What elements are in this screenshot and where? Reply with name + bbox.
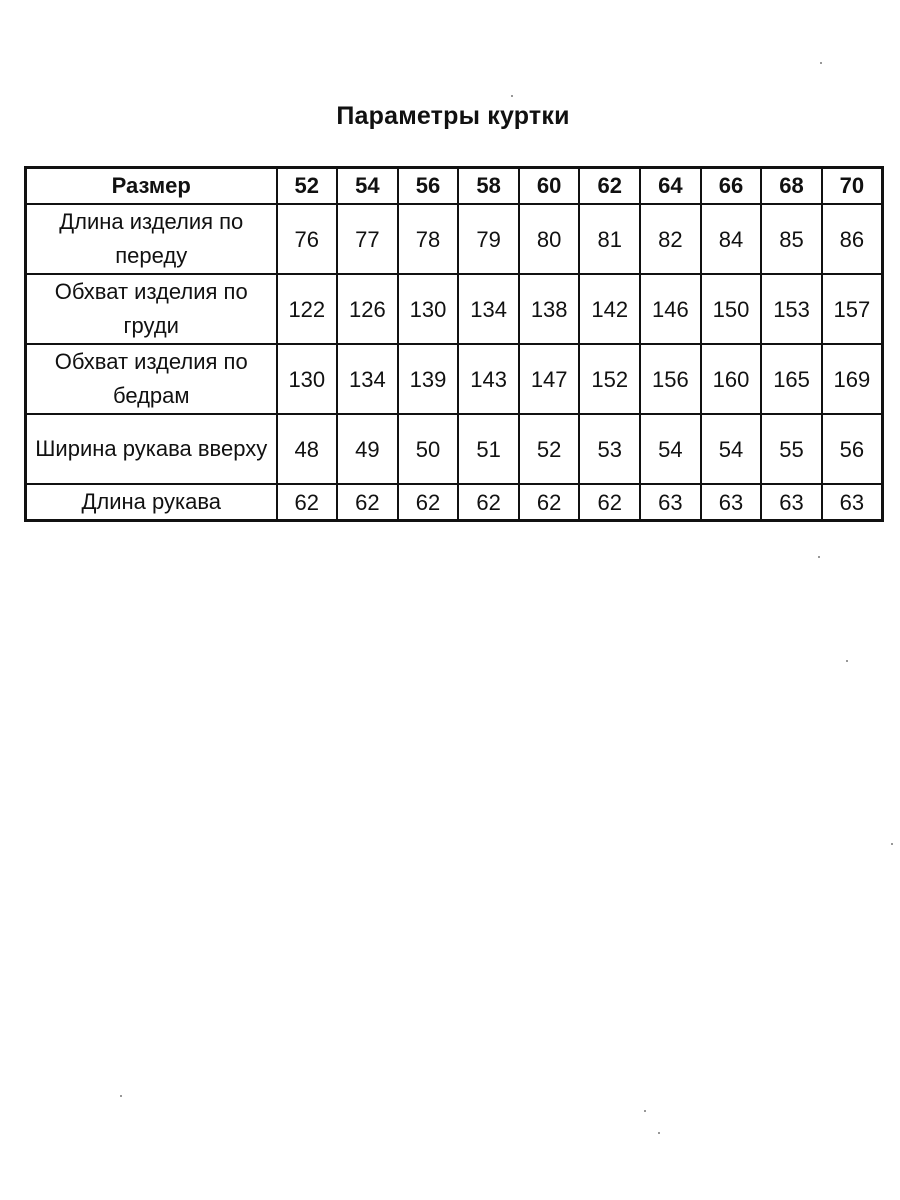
value-cell: 169 (822, 344, 883, 414)
value-cell: 157 (822, 274, 883, 344)
value-cell: 160 (701, 344, 762, 414)
value-cell: 147 (519, 344, 580, 414)
size-header-cell: 62 (579, 168, 640, 205)
value-cell: 134 (458, 274, 519, 344)
value-cell: 63 (701, 484, 762, 521)
value-cell: 130 (398, 274, 459, 344)
scan-speck (658, 1132, 660, 1134)
scan-speck (891, 843, 893, 845)
table-row-sleeve-length (26, 484, 883, 521)
table-row-sleeve-width (26, 414, 883, 484)
value-cell: 143 (458, 344, 519, 414)
value-cell: 82 (640, 204, 701, 274)
value-cell: 48 (277, 414, 338, 484)
value-cell: 63 (640, 484, 701, 521)
value-cell: 80 (519, 204, 580, 274)
size-header-cell: 66 (701, 168, 762, 205)
table-row-hip-girth (26, 344, 883, 414)
value-cell: 134 (337, 344, 398, 414)
table-row-chest-girth (26, 274, 883, 344)
value-cell: 130 (277, 344, 338, 414)
value-cell: 150 (701, 274, 762, 344)
value-cell: 76 (277, 204, 338, 274)
value-cell: 62 (337, 484, 398, 521)
value-cell: 63 (822, 484, 883, 521)
value-cell: 138 (519, 274, 580, 344)
scan-speck (820, 62, 822, 64)
value-cell: 153 (761, 274, 822, 344)
size-header-cell: 70 (822, 168, 883, 205)
value-cell: 85 (761, 204, 822, 274)
value-cell: 54 (640, 414, 701, 484)
size-header-cell: 60 (519, 168, 580, 205)
value-cell: 51 (458, 414, 519, 484)
row-label-cell: Обхват изделия по бедрам (26, 344, 277, 414)
value-cell: 81 (579, 204, 640, 274)
value-cell: 54 (701, 414, 762, 484)
value-cell: 84 (701, 204, 762, 274)
row-label-cell: Длина рукава (26, 484, 277, 521)
size-chart-table (24, 166, 884, 522)
value-cell: 152 (579, 344, 640, 414)
page-title: Параметры куртки (336, 102, 570, 130)
value-cell: 62 (579, 484, 640, 521)
size-header-cell: 58 (458, 168, 519, 205)
value-cell: 122 (277, 274, 338, 344)
scan-speck (846, 660, 848, 662)
value-cell: 62 (458, 484, 519, 521)
row-label-cell: Ширина рукава вверху (26, 414, 277, 484)
value-cell: 79 (458, 204, 519, 274)
scan-speck (818, 556, 820, 558)
value-cell: 55 (761, 414, 822, 484)
size-header-cell: 54 (337, 168, 398, 205)
value-cell: 139 (398, 344, 459, 414)
value-cell: 78 (398, 204, 459, 274)
value-cell: 86 (822, 204, 883, 274)
scan-speck (511, 95, 513, 97)
size-header-cell: 68 (761, 168, 822, 205)
scan-speck (644, 1110, 646, 1112)
value-cell: 49 (337, 414, 398, 484)
value-cell: 146 (640, 274, 701, 344)
value-cell: 77 (337, 204, 398, 274)
size-header-cell: 56 (398, 168, 459, 205)
scan-speck (120, 1095, 122, 1097)
value-cell: 165 (761, 344, 822, 414)
value-cell: 142 (579, 274, 640, 344)
table-row-front-length (26, 204, 883, 274)
size-header-cell: 52 (277, 168, 338, 205)
value-cell: 52 (519, 414, 580, 484)
row-label-cell: Обхват изделия по груди (26, 274, 277, 344)
row-label-cell: Длина изделия по переду (26, 204, 277, 274)
value-cell: 63 (761, 484, 822, 521)
value-cell: 62 (519, 484, 580, 521)
header-row (26, 168, 883, 205)
value-cell: 50 (398, 414, 459, 484)
value-cell: 62 (277, 484, 338, 521)
value-cell: 126 (337, 274, 398, 344)
value-cell: 156 (640, 344, 701, 414)
size-header-cell: 64 (640, 168, 701, 205)
header-label-cell: Размер (26, 168, 277, 205)
value-cell: 53 (579, 414, 640, 484)
value-cell: 56 (822, 414, 883, 484)
value-cell: 62 (398, 484, 459, 521)
